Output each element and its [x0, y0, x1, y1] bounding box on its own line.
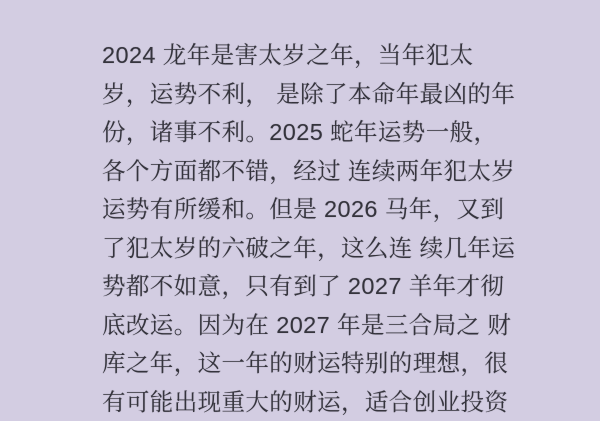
- article-text-block: [102, 36, 542, 421]
- text-line: 岁，运势不利， 是除了本命年最凶的年: [102, 75, 542, 114]
- text-line: 库之年，这一年的财运特别的理想，很: [102, 344, 542, 383]
- text-line: 运势有所缓和。但是 2026 马年，又到: [102, 190, 542, 229]
- text-line: 势都不如意，只有到了 2027 羊年才彻: [102, 267, 542, 306]
- text-line: 2024 龙年是害太岁之年，当年犯太: [102, 36, 542, 75]
- text-line: 各个方面都不错，经过 连续两年犯太岁: [102, 152, 542, 191]
- text-line: 了犯太岁的六破之年，这么连 续几年运: [102, 229, 542, 268]
- text-line: 有可能出现重大的财运，适合创业投资: [102, 383, 542, 421]
- text-line: 底改运。因为在 2027 年是三合局之 财: [102, 306, 542, 345]
- text-line: 份，诸事不利。2025 蛇年运势一般，: [102, 113, 542, 152]
